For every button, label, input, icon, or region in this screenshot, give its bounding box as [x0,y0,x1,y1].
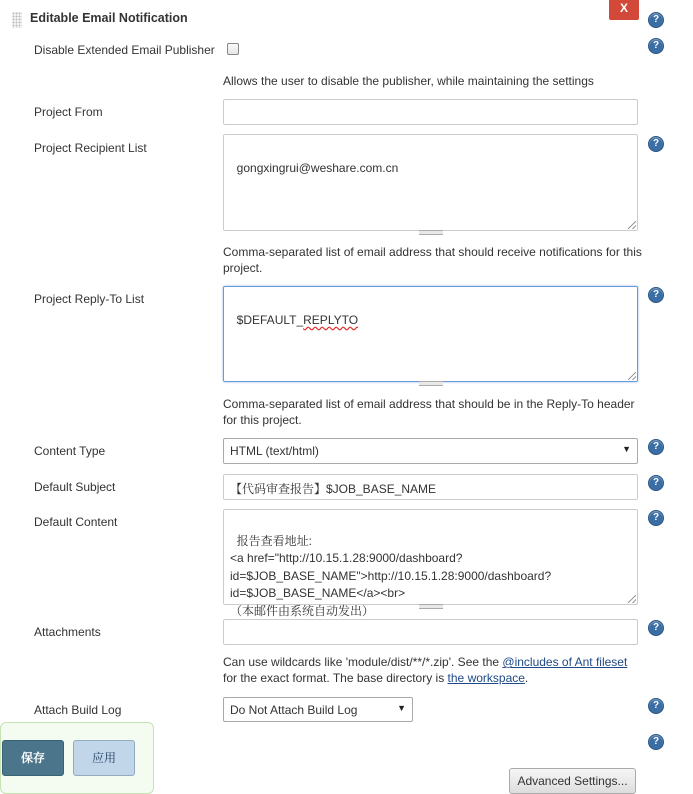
project-from-label: Project From [34,105,103,119]
chevron-down-icon: ▼ [622,444,631,454]
advanced-settings-button[interactable]: Advanced Settings... [509,768,636,794]
attach-build-log-selected: Do Not Attach Build Log [230,703,358,717]
default-content-label: Default Content [34,515,118,529]
recipient-list-textarea[interactable] [223,134,638,231]
disable-publisher-description: Allows the user to disable the publisher, while maintaining the settings [223,74,594,88]
recipient-list-value: gongxingrui@weshare.com.cn [236,161,399,175]
content-type-selected: HTML (text/html) [230,444,319,458]
default-subject-label: Default Subject [34,480,116,494]
recipient-list-description: Comma-separated list of email address that should receive notifications for this project. [223,245,642,275]
section-title: Editable Email Notification [30,11,188,25]
help-icon[interactable]: ? [648,734,664,750]
default-subject-input[interactable]: 【代码审查报告】$JOB_BASE_NAME [223,474,638,500]
attachments-desc-text: . [524,671,529,685]
help-icon[interactable]: ? [648,38,664,54]
help-icon[interactable]: ? [648,287,664,303]
textarea-resize-bar[interactable] [419,381,443,386]
workspace-link[interactable]: the workspace [447,671,525,685]
help-icon[interactable]: ? [648,475,664,491]
attachments-desc-text: for the exact format. The base directory is [223,671,448,685]
chevron-down-icon: ▼ [397,703,406,713]
delete-section-button[interactable]: X [609,0,639,20]
reply-to-label: Project Reply-To List [34,292,145,306]
content-type-label: Content Type [34,444,106,458]
attachments-description [223,654,643,686]
attachments-label: Attachments [34,625,101,639]
recipient-list-label: Project Recipient List [34,141,147,155]
default-content-value: 报告查看地址: <a href="http://10.15.1.28:9000/dashboard? id=$JOB_BASE_NAME">http://10.15.1.28:9000/dashboard? id=$JOB_BASE_NAME</a><br> （本邮件由系统自动发出） [230,533,552,618]
project-from-input[interactable] [223,99,638,125]
disable-publisher-label: Disable Extended Email Publisher [34,43,215,57]
textarea-resize-bar[interactable] [419,604,443,609]
attach-build-log-select[interactable] [223,697,413,722]
reply-to-description: Comma-separated list of email address that should be in the Reply-To header for this project. [223,397,635,427]
resize-grip-icon[interactable] [628,595,636,603]
reply-to-value-flagged: REPLYTO [303,313,359,327]
reply-to-textarea[interactable] [223,286,638,382]
disable-publisher-checkbox[interactable] [227,43,239,55]
attachments-input[interactable] [223,619,638,645]
resize-grip-icon[interactable] [628,221,636,229]
resize-grip-icon[interactable] [628,372,636,380]
reply-to-value-prefix: $DEFAULT_ [236,313,304,327]
textarea-resize-bar[interactable] [419,230,443,235]
drag-handle-icon[interactable] [12,12,22,28]
ant-fileset-link[interactable]: @includes of Ant fileset [502,655,628,669]
help-icon[interactable]: ? [648,136,664,152]
help-icon[interactable]: ? [648,620,664,636]
attachments-desc-text: Can use wildcards like 'module/dist/**/*.zip'. See the [223,655,503,669]
help-icon[interactable]: ? [648,12,664,28]
help-icon[interactable]: ? [648,698,664,714]
attach-build-log-label: Attach Build Log [34,703,122,717]
help-icon[interactable]: ? [648,439,664,455]
default-content-textarea[interactable] [223,509,638,618]
apply-button[interactable]: 应用 [73,740,135,776]
help-icon[interactable]: ? [648,510,664,526]
content-type-select[interactable] [223,438,638,464]
save-button[interactable]: 保存 [2,740,64,776]
